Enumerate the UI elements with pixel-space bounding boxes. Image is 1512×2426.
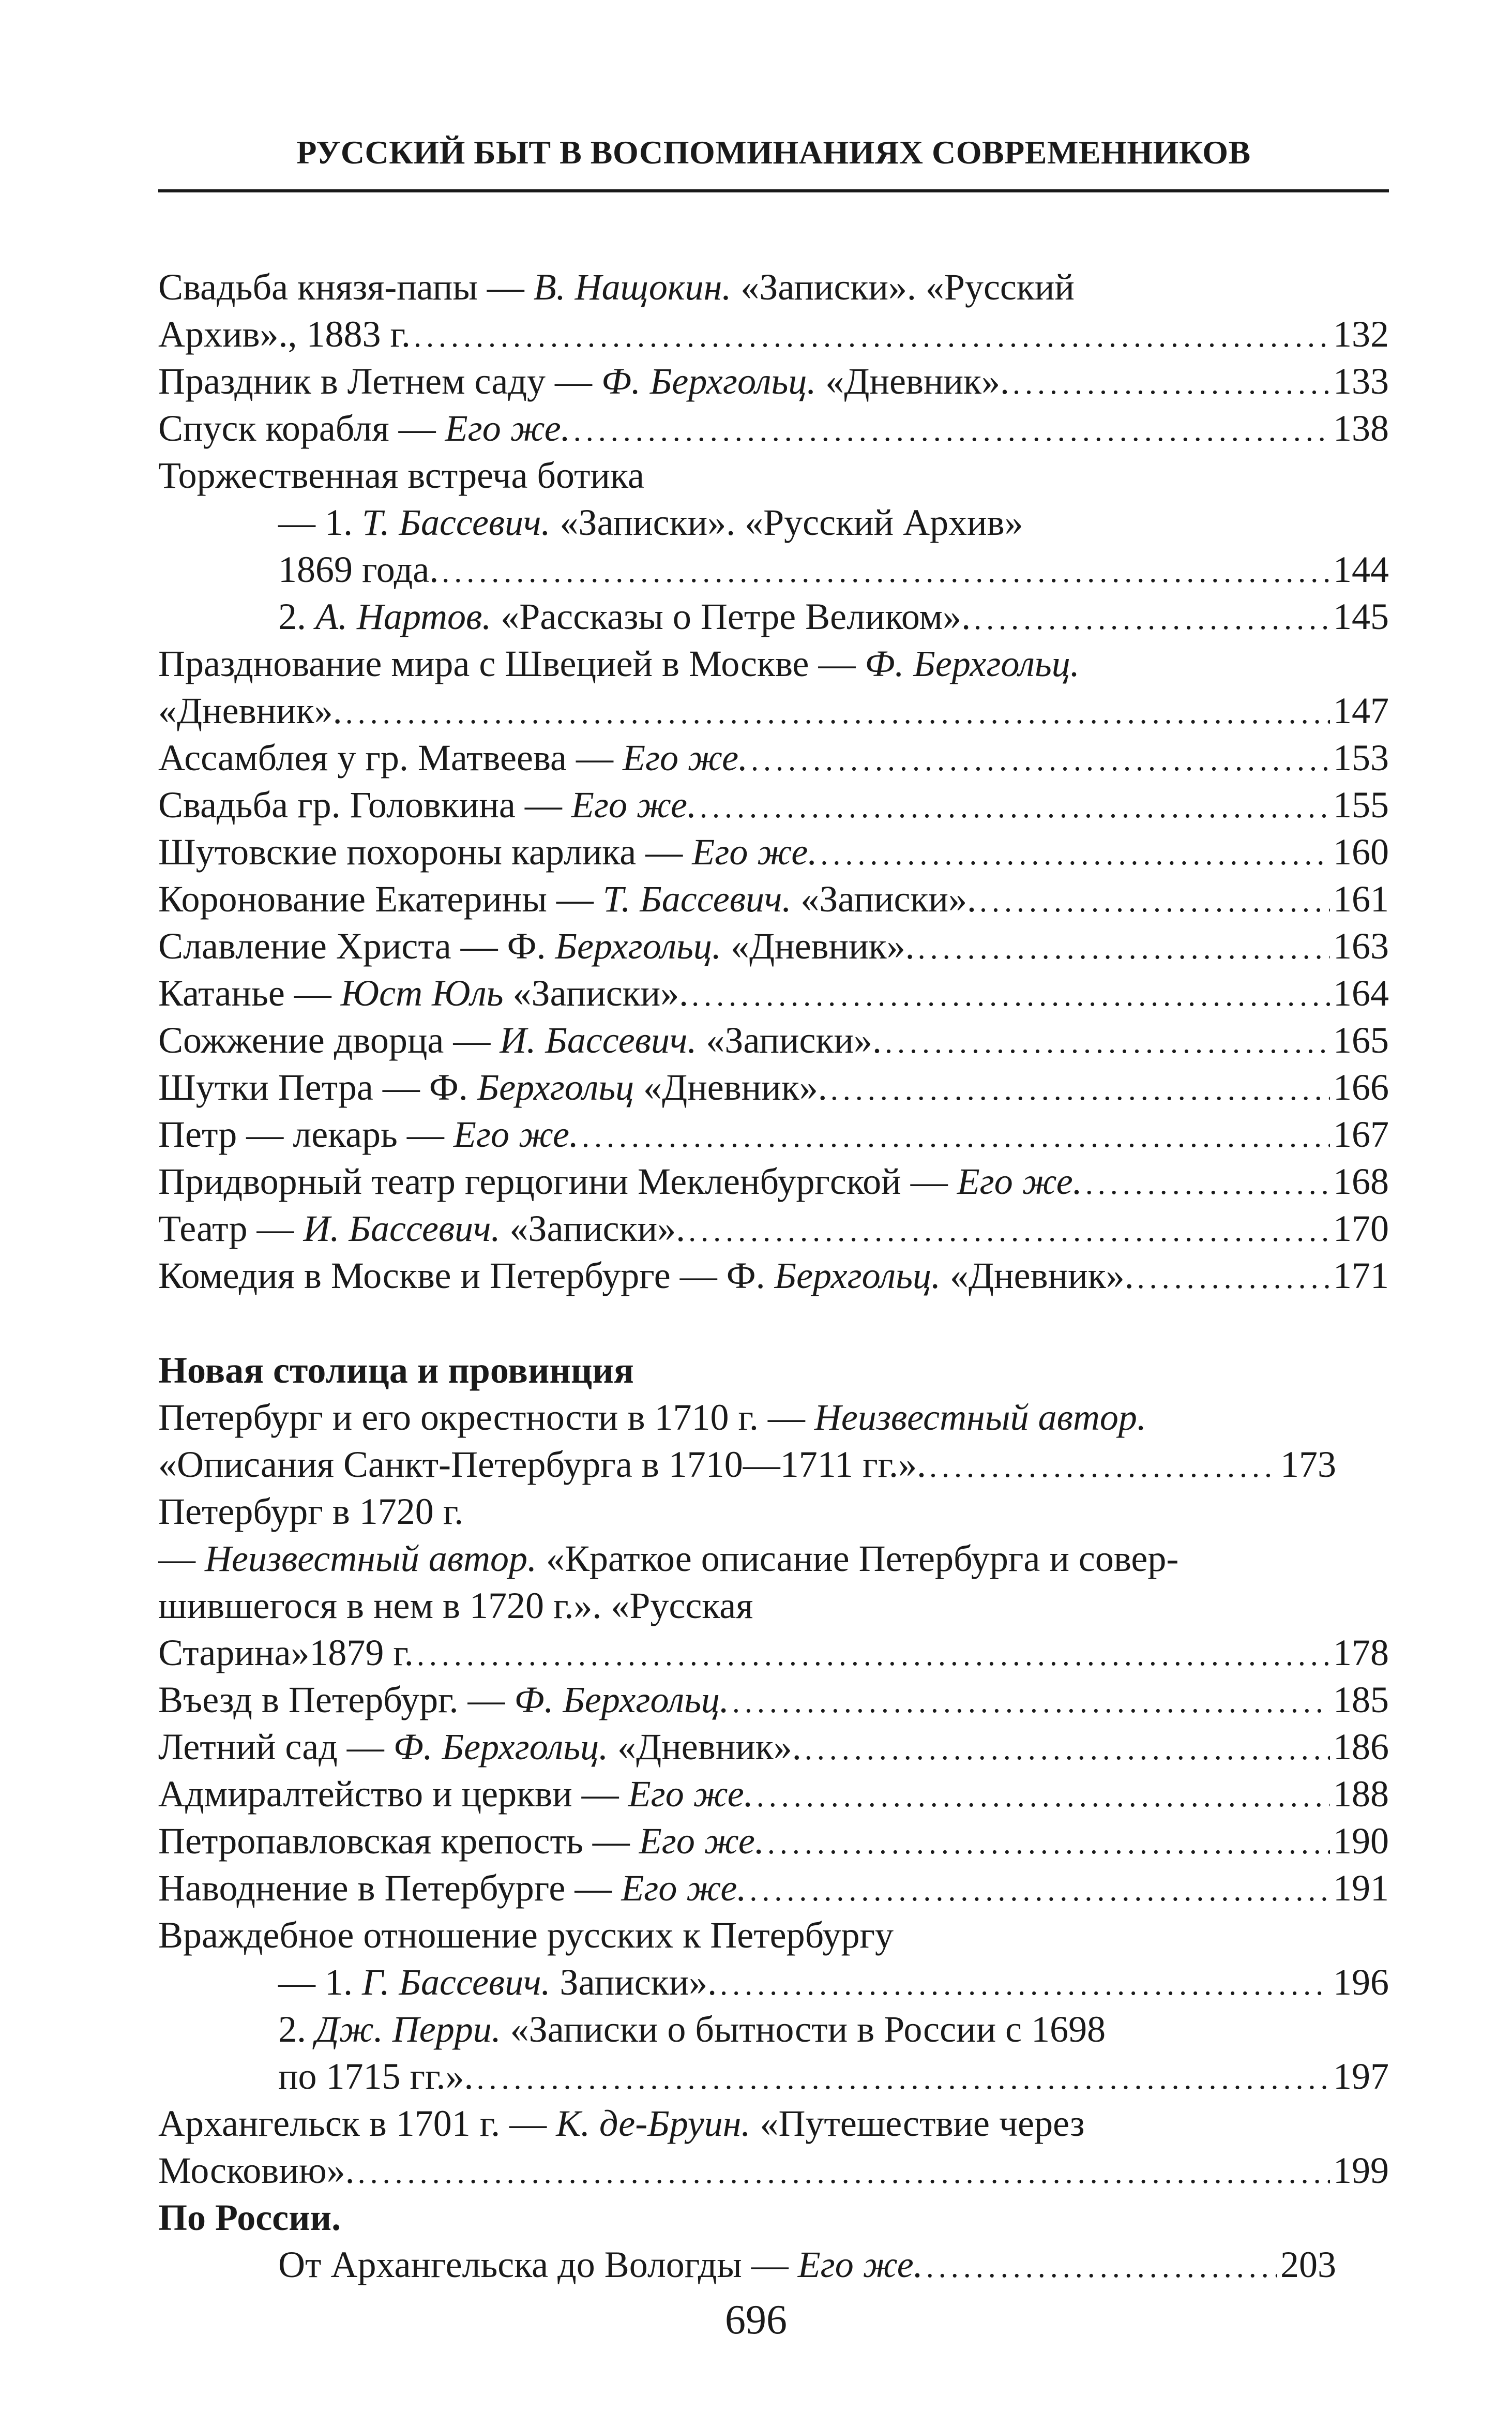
- entry-page-number: 166: [1333, 1067, 1389, 1108]
- dot-leader: [767, 1818, 1330, 1865]
- entry-text: Старина»1879 г.: [158, 1632, 414, 1673]
- dot-leader: [974, 593, 1330, 640]
- entry-page-number: 178: [1333, 1632, 1389, 1673]
- entry-text: Придворный театр герцогини Мекленбургской —: [158, 1161, 957, 1202]
- entry-text: Торжественная встреча ботика: [158, 455, 644, 496]
- toc-line: [158, 1818, 1389, 1865]
- entry-author: Его же.: [639, 1820, 764, 1862]
- entry-title: [158, 1350, 634, 1391]
- dot-leader: [700, 782, 1330, 829]
- dot-leader: [918, 923, 1330, 970]
- entry-text: Коронование Екатерины —: [158, 878, 603, 920]
- entry-page-number: 186: [1333, 1726, 1389, 1768]
- dot-leader: [751, 735, 1330, 782]
- entry-title: [158, 1252, 1134, 1299]
- entry-text: —: [158, 1538, 205, 1579]
- toc-line: [158, 1064, 1389, 1111]
- entry-text: по 1715 гг.».: [278, 2056, 474, 2097]
- entry-text: Петр — лекарь —: [158, 1114, 453, 1155]
- dot-leader: [688, 1205, 1330, 1252]
- entry-source: «Дневник».: [608, 1726, 802, 1768]
- entry-source: «Дневник».: [721, 925, 915, 967]
- entry-source: «Записки».: [697, 1020, 882, 1061]
- entry-text: Свадьба гр. Головкина —: [158, 784, 571, 826]
- entry-text: «Описания Санкт-Петербурга в 1710—1711 гг.».: [158, 1444, 927, 1485]
- section-heading: [158, 1347, 1389, 1394]
- entry-title: [158, 1629, 414, 1676]
- entry-text: Враждебное отношение русских к Петербургу: [158, 1914, 894, 1956]
- entry-page-number: 173: [1280, 1444, 1336, 1485]
- entry-page-number: 153: [1333, 737, 1389, 778]
- dot-leader: [345, 687, 1330, 735]
- toc-line: [158, 687, 1389, 735]
- entry-author: Его же.: [628, 1773, 753, 1815]
- toc-line: [158, 358, 1389, 405]
- entry-title: [158, 405, 570, 452]
- entry-text: Петербург и его окрестности в 1710 г. —: [158, 1397, 814, 1438]
- toc-line: [158, 829, 1389, 876]
- entry-title: [158, 1676, 729, 1724]
- entry-page-number: 196: [1333, 1961, 1389, 2003]
- entry-title: [158, 1865, 746, 1912]
- toc-line: [158, 2147, 1389, 2194]
- entry-title: [158, 1111, 579, 1158]
- dot-leader: [732, 1676, 1330, 1724]
- entry-text: Сожжение дворца —: [158, 1020, 500, 1061]
- entry-source: «Дневник».: [941, 1255, 1134, 1296]
- toc-line: [158, 2006, 1389, 2053]
- entry-title: [158, 2197, 341, 2238]
- entry-author: Неизвестный автор.: [205, 1538, 537, 1579]
- dot-leader: [805, 1724, 1330, 1771]
- toc-line: [158, 970, 1389, 1017]
- entry-source: «Записки».: [503, 972, 689, 1014]
- toc-line: [158, 546, 1389, 593]
- entry-title: [158, 266, 1075, 308]
- toc-line: [158, 1394, 1389, 1441]
- entry-author: Его же.: [622, 737, 748, 778]
- dot-leader: [720, 1959, 1330, 2006]
- toc-line: [158, 452, 1389, 499]
- toc-line: [158, 1017, 1389, 1064]
- entry-title: [158, 1441, 926, 1488]
- entry-text: От Архангельска до Вологды —: [278, 2244, 798, 2285]
- entry-title: [158, 1064, 827, 1111]
- entry-author: В. Нащокин.: [533, 266, 732, 308]
- toc-line: [158, 1959, 1389, 2006]
- entry-title: [158, 455, 644, 496]
- entry-source: «Путешествие через: [750, 2103, 1085, 2144]
- entry-author: Дж. Перри.: [315, 2009, 501, 2050]
- toc-line: [158, 1205, 1389, 1252]
- entry-text: Комедия в Москве и Петербурге — Ф.: [158, 1255, 775, 1296]
- dot-leader: [417, 1629, 1330, 1676]
- entry-title: [158, 782, 697, 829]
- toc-line: [158, 1535, 1389, 1582]
- entry-text: Архив»., 1883 г.: [158, 313, 411, 355]
- entry-text: Въезд в Петербург. —: [158, 1679, 515, 1720]
- toc-line: [158, 1676, 1389, 1724]
- dot-leader: [1012, 358, 1330, 405]
- entry-title: [158, 1585, 753, 1626]
- entry-author: Т. Бассевич.: [362, 502, 551, 543]
- dot-leader: [476, 2053, 1330, 2100]
- entry-title: [158, 970, 688, 1017]
- entry-page-number: 170: [1333, 1208, 1389, 1249]
- toc-line: [158, 593, 1389, 640]
- entry-title: [278, 2009, 1106, 2050]
- toc-line: [158, 1912, 1389, 1959]
- toc-line: [158, 2053, 1389, 2100]
- entry-text: Катанье —: [158, 972, 341, 1014]
- entry-author: Берхгольц.: [555, 925, 721, 967]
- dot-leader: [442, 546, 1330, 593]
- entry-author: Его же.: [571, 784, 697, 826]
- entry-text: Шутки Петра — Ф.: [158, 1067, 477, 1108]
- entry-page-number: 138: [1333, 408, 1389, 449]
- entry-title: [158, 1914, 894, 1956]
- entry-page-number: 133: [1333, 361, 1389, 402]
- entry-source: «Записки».: [500, 1208, 686, 1249]
- entry-title: [158, 1771, 753, 1818]
- entry-page-number: 144: [1333, 549, 1389, 590]
- entry-page-number: 197: [1333, 2056, 1389, 2097]
- entry-title: [158, 1017, 882, 1064]
- entry-author: Ф. Берхгольц.: [514, 1679, 729, 1720]
- section-heading: [158, 2194, 1389, 2241]
- entry-title: [158, 643, 1080, 684]
- entry-page-number: 171: [1333, 1255, 1389, 1296]
- entry-page-number: 163: [1333, 925, 1389, 967]
- entry-author: Его же.: [621, 1867, 747, 1909]
- dot-leader: [1085, 1158, 1330, 1205]
- entry-author: Его же.: [957, 1161, 1082, 1202]
- running-head: РУССКИЙ БЫТ В ВОСПОМИНАНИЯХ СОВРЕМЕННИКОВ: [296, 134, 1251, 171]
- toc-line: [158, 782, 1389, 829]
- entry-title: [158, 923, 915, 970]
- toc-line: [158, 1865, 1389, 1912]
- entry-source: «Краткое описание Петербурга и совер-: [537, 1538, 1179, 1579]
- entry-page-number: 168: [1333, 1161, 1389, 1202]
- entry-title: [278, 593, 971, 640]
- entry-text: Петербург в 1720 г.: [158, 1491, 464, 1532]
- table-of-contents: [158, 264, 1389, 2288]
- entry-page-number: 155: [1333, 784, 1389, 826]
- toc-line: [158, 499, 1389, 546]
- toc-line: [158, 1111, 1389, 1158]
- entry-text: шившегося в нем в 1720 г.». «Русская: [158, 1585, 753, 1626]
- entry-author: А. Нартов.: [315, 596, 492, 637]
- dot-leader: [358, 2147, 1330, 2194]
- entry-text: Петропавловская крепость —: [158, 1820, 639, 1862]
- entry-text: 2.: [278, 596, 315, 637]
- entry-source: «Дневник».: [816, 361, 1009, 402]
- entry-page-number: 160: [1333, 831, 1389, 873]
- entry-title: [158, 2147, 355, 2194]
- entry-title: [158, 311, 411, 358]
- entry-title: [158, 1538, 1178, 1579]
- entry-source: «Рассказы о Петре Великом».: [491, 596, 971, 637]
- entry-author: Его же.: [453, 1114, 579, 1155]
- entry-text: Летний сад —: [158, 1726, 394, 1768]
- toc-line: [158, 640, 1389, 687]
- entry-title: [158, 1205, 685, 1252]
- entry-author: Ф. Берхгольц.: [865, 643, 1080, 684]
- entry-source: «Записки». «Русский Архив»: [550, 502, 1023, 543]
- dot-leader: [820, 829, 1330, 876]
- entry-text: Новая столица и провинция: [158, 1350, 634, 1391]
- entry-text: По России.: [158, 2197, 341, 2238]
- entry-title: [158, 687, 342, 735]
- dot-leader: [749, 1865, 1330, 1912]
- toc-line: [158, 311, 1389, 358]
- entry-page-number: 147: [1333, 690, 1389, 731]
- dot-leader: [414, 311, 1330, 358]
- entry-page-number: 132: [1333, 313, 1389, 355]
- entry-author: Г. Бассевич.: [362, 1961, 551, 2003]
- entry-text: — 1.: [278, 502, 362, 543]
- entry-text: Театр —: [158, 1208, 304, 1249]
- entry-author: Его же.: [692, 831, 818, 873]
- entry-text: Праздник в Летнем саду —: [158, 361, 602, 402]
- entry-text: — 1.: [278, 1961, 362, 2003]
- entry-text: Адмиралтейство и церкви —: [158, 1773, 628, 1815]
- dot-leader: [573, 405, 1330, 452]
- dot-leader: [757, 1771, 1330, 1818]
- dot-leader: [929, 1441, 1277, 1488]
- entry-source: «Записки о бытности в России с 1698: [501, 2009, 1106, 2050]
- entry-page-number: 161: [1333, 878, 1389, 920]
- entry-page-number: 190: [1333, 1820, 1389, 1862]
- dot-leader: [885, 1017, 1330, 1064]
- entry-source: «Записки». «Русский: [731, 266, 1075, 308]
- entry-page-number: 199: [1333, 2150, 1389, 2191]
- entry-title: [158, 876, 976, 923]
- entry-author: Юст Юль: [340, 972, 504, 1014]
- entry-text: Архангельск в 1701 г. —: [158, 2103, 556, 2144]
- entry-text: Шутовские похороны карлика —: [158, 831, 692, 873]
- toc-line: [158, 405, 1389, 452]
- toc-line: [158, 2100, 1389, 2147]
- toc-line: [158, 1488, 1389, 1535]
- toc-line: [158, 1771, 1389, 1818]
- toc-line: [158, 876, 1389, 923]
- entry-page-number: 191: [1333, 1867, 1389, 1909]
- toc-line: [158, 1724, 1389, 1771]
- toc-line: [158, 2241, 1389, 2288]
- toc-line: [158, 1582, 1389, 1629]
- entry-source: «Записки».: [791, 878, 976, 920]
- entry-title: [278, 2053, 473, 2100]
- entry-title: [278, 546, 439, 593]
- dot-leader: [979, 876, 1330, 923]
- entry-page-number: 145: [1333, 596, 1389, 637]
- entry-author: Его же.: [445, 408, 570, 449]
- entry-title: [278, 502, 1023, 543]
- entry-title: [158, 1158, 1082, 1205]
- entry-author: И. Бассевич.: [303, 1208, 501, 1249]
- entry-title: [158, 1724, 802, 1771]
- entry-title: [158, 1397, 1146, 1438]
- dot-leader: [1137, 1252, 1330, 1299]
- entry-source: «Дневник».: [634, 1067, 827, 1108]
- entry-title: [158, 1818, 764, 1865]
- entry-author: Неизвестный автор.: [814, 1397, 1146, 1438]
- dot-leader: [926, 2241, 1277, 2288]
- entry-title: [158, 735, 748, 782]
- dot-leader: [830, 1064, 1330, 1111]
- entry-page-number: 164: [1333, 972, 1389, 1014]
- entry-source: Записки».: [550, 1961, 717, 2003]
- toc-line: [158, 1441, 1389, 1488]
- toc-line: [158, 923, 1389, 970]
- entry-page-number: 188: [1333, 1773, 1389, 1815]
- dot-leader: [582, 1111, 1330, 1158]
- entry-text: Спуск корабля —: [158, 408, 445, 449]
- entry-title: [158, 358, 1009, 405]
- entry-text: «Дневник».: [158, 690, 342, 731]
- toc-line: [158, 264, 1389, 311]
- toc-line: [158, 735, 1389, 782]
- entry-page-number: 203: [1280, 2244, 1336, 2285]
- entry-text: Свадьба князя-папы —: [158, 266, 534, 308]
- page-number: 696: [725, 2297, 787, 2343]
- entry-author: Его же.: [797, 2244, 923, 2285]
- entry-text: Празднование мира с Швецией в Москве —: [158, 643, 865, 684]
- entry-title: [278, 1959, 717, 2006]
- entry-text: Ассамблея у гр. Матвеева —: [158, 737, 623, 778]
- entry-title: [278, 2241, 923, 2288]
- entry-author: Берхгольц.: [774, 1255, 941, 1296]
- entry-text: Славление Христа — Ф.: [158, 925, 555, 967]
- entry-author: Т. Бассевич.: [602, 878, 792, 920]
- entry-page-number: 185: [1333, 1679, 1389, 1720]
- entry-title: [158, 829, 817, 876]
- toc-line: [158, 1158, 1389, 1205]
- entry-title: [158, 2103, 1084, 2144]
- entry-page-number: 167: [1333, 1114, 1389, 1155]
- entry-text: 1869 года.: [278, 549, 439, 590]
- entry-text: Наводнение в Петербурге —: [158, 1867, 622, 1909]
- entry-author: Ф. Берхгольц.: [393, 1726, 609, 1768]
- entry-text: 2.: [278, 2009, 315, 2050]
- entry-author: Берхгольц: [477, 1067, 634, 1108]
- dot-leader: [691, 970, 1330, 1017]
- entry-author: К. де-Бруин.: [556, 2103, 751, 2144]
- entry-author: И. Бассевич.: [500, 1020, 697, 1061]
- toc-line: [158, 1629, 1389, 1676]
- entry-author: Ф. Берхгольц.: [601, 361, 817, 402]
- entry-title: [158, 1491, 463, 1532]
- toc-line: [158, 1252, 1389, 1299]
- entry-page-number: 165: [1333, 1020, 1389, 1061]
- entry-text: Московию».: [158, 2150, 355, 2191]
- header-rule: [158, 189, 1389, 192]
